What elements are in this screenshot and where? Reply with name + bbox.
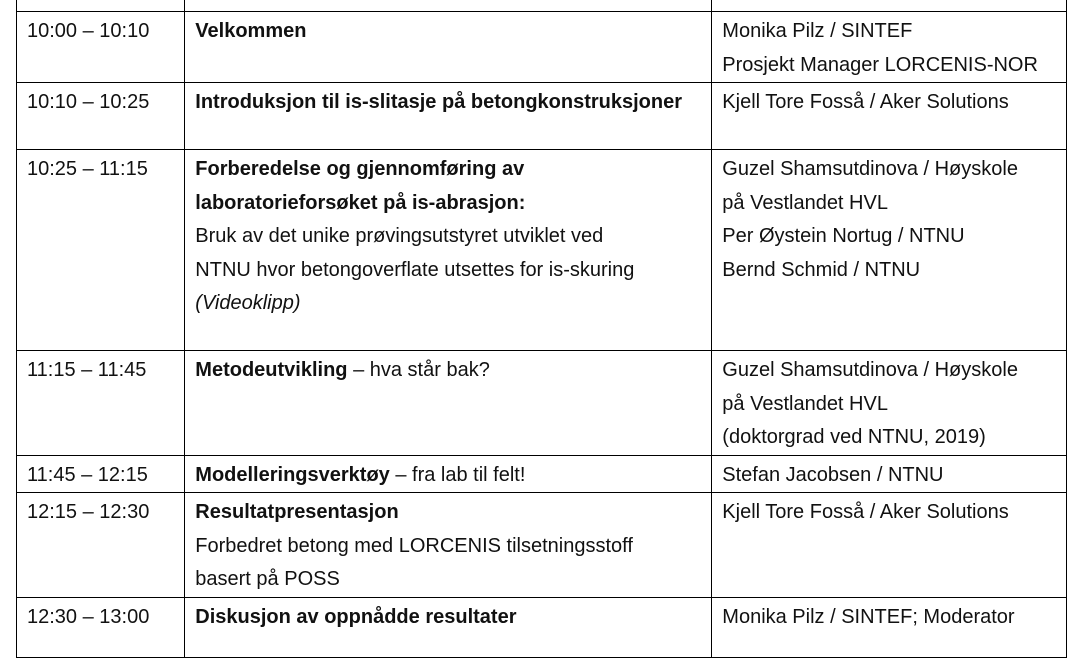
topic-cell: [185, 597, 712, 657]
time-cell: 11:45 – 12:15: [17, 455, 185, 493]
speaker-line: Guzel Shamsutdinova / Høyskole: [722, 359, 1018, 381]
speaker-line: Bernd Schmid / NTNU: [722, 258, 921, 281]
topic-title-line: [195, 459, 701, 493]
topic-title: Modelleringsverktøy: [195, 463, 390, 486]
time-cell: [17, 0, 185, 12]
time-cell: 12:15 – 12:30: [17, 493, 185, 598]
speaker-line: Guzel Shamsutdinova / Høyskole: [722, 158, 1018, 180]
topic-title: Resultatpresentasjon: [195, 501, 399, 523]
speaker-cell: [712, 83, 1067, 150]
topic-title-line: [195, 354, 701, 388]
speaker-line: (doktorgrad ved NTNU, 2019): [722, 426, 986, 448]
table-row: [17, 12, 1067, 83]
time-cell: 10:10 – 10:25: [17, 83, 185, 150]
time-cell: 12:30 – 13:00: [17, 597, 185, 657]
table-row: [17, 493, 1067, 598]
speaker-line: Monika Pilz / SINTEF; Moderator: [722, 605, 1015, 628]
time-cell: 10:00 – 10:10: [17, 12, 185, 83]
speaker-cell: [712, 493, 1067, 598]
topic-description-line: NTNU hvor betongoverflate utsettes for is-skuring: [195, 258, 635, 281]
table-row: [17, 597, 1067, 657]
topic-title: Metodeutvikling: [195, 359, 348, 381]
topic-cell: [185, 0, 712, 12]
topic-description-line: Forbedret betong med LORCENIS tilsetningsstoff: [195, 534, 633, 557]
table-row: [17, 150, 1067, 351]
speaker-cell: [712, 455, 1067, 493]
topic-title-line: laboratorieforsøket på is-abrasjon:: [195, 191, 526, 214]
speaker-line: Stefan Jacobsen / NTNU: [722, 463, 944, 486]
speaker-line: Kjell Tore Fosså / Aker Solutions: [722, 501, 1009, 523]
topic-subtitle: – fra lab til felt!: [389, 463, 526, 486]
topic-cell: [185, 150, 712, 351]
speaker-cell: [712, 12, 1067, 83]
topic-title: Diskusjon av oppnådde resultater: [195, 605, 517, 628]
speaker-line: Per Øystein Nortug / NTNU: [722, 225, 965, 247]
speaker-line: Kjell Tore Fosså / Aker Solutions: [722, 91, 1009, 113]
topic-cell: [185, 12, 712, 83]
topic-description-line: basert på POSS: [195, 568, 340, 590]
topic-title: Velkommen: [195, 20, 307, 42]
speaker-line: på Vestlandet HVL: [722, 191, 888, 214]
speaker-line: Monika Pilz / SINTEF: [722, 20, 913, 42]
topic-title-line: Forberedelse og gjennomføring av: [195, 158, 525, 180]
topic-cell: [185, 83, 712, 150]
speaker-line: Prosjekt Manager LORCENIS-NOR: [722, 53, 1038, 76]
topic-note: (Videoklipp): [195, 292, 301, 314]
speaker-cell: [712, 597, 1067, 657]
table-row: [17, 351, 1067, 456]
topic-cell: [185, 351, 712, 456]
speaker-cell: [712, 150, 1067, 351]
time-cell: 11:15 – 11:45: [17, 351, 185, 456]
table-row: [17, 455, 1067, 493]
speaker-line: på Vestlandet HVL: [722, 392, 888, 415]
table-row: [17, 0, 1067, 12]
topic-subtitle: – hva står bak?: [347, 359, 490, 381]
topic-description-line: Bruk av det unike prøvingsutstyret utviklet ved: [195, 225, 604, 247]
speaker-cell: [712, 351, 1067, 456]
time-cell: 10:25 – 11:15: [17, 150, 185, 351]
topic-title: [195, 0, 701, 4]
speaker-cell: [712, 0, 1067, 12]
table-row: [17, 83, 1067, 150]
agenda-table: [16, 0, 1067, 658]
topic-cell: [185, 455, 712, 493]
topic-cell: [185, 493, 712, 598]
topic-title: Introduksjon til is-slitasje på betongkonstruksjoner: [195, 91, 683, 113]
